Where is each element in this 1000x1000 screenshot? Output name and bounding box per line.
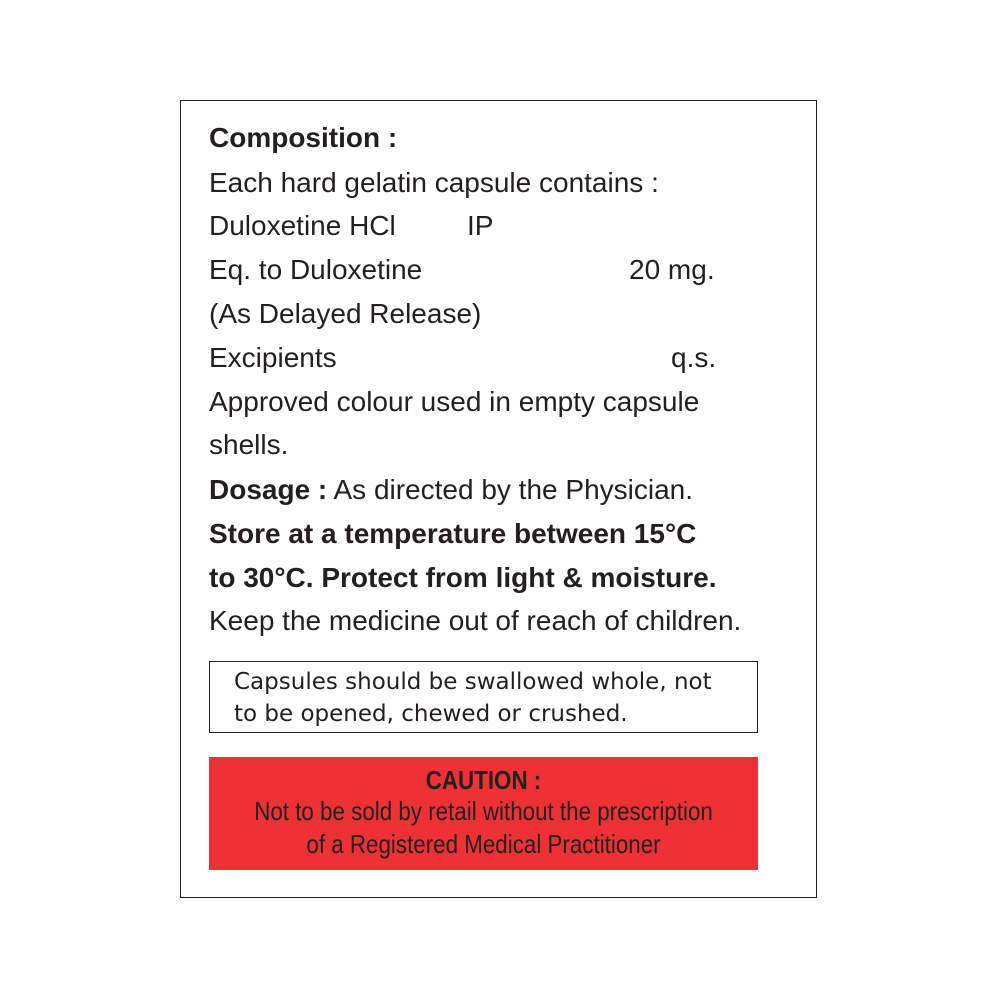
medicine-label-panel (180, 100, 817, 898)
dosage-label: Dosage : (209, 474, 328, 505)
storage-line1: Store at a temperature between 15°C (209, 518, 697, 549)
dosage-row (209, 473, 693, 507)
excipients-row (209, 341, 717, 375)
release-type: (As Delayed Release) (209, 298, 482, 329)
swallow-notice-box (209, 661, 758, 733)
children-warning: Keep the medicine out of reach of children. (209, 605, 742, 636)
colour-note-line1: Approved colour used in empty capsule (209, 386, 700, 417)
ingredient-name: Duloxetine HCl (209, 210, 396, 241)
excipients-label: Excipients (209, 342, 337, 373)
composition-heading: Composition : (209, 122, 398, 153)
equivalent-label: Eq. to Duloxetine (209, 254, 423, 285)
dosage-text: As directed by the Physician. (333, 474, 693, 505)
equivalent-row (209, 253, 715, 287)
notice-line2: to be opened, chewed or crushed. (234, 701, 628, 727)
caution-line2: of a Registered Medical Practitioner (306, 829, 661, 859)
caution-box (209, 757, 758, 870)
caution-line1: Not to be sold by retail without the prescription (254, 796, 713, 826)
ingredient-row (209, 209, 494, 243)
equivalent-amount: 20 mg. (629, 254, 715, 285)
excipients-amount: q.s. (671, 342, 717, 373)
colour-note-line2: shells. (209, 429, 289, 460)
notice-line1: Capsules should be swallowed whole, not (234, 669, 712, 695)
caution-title: CAUTION : (425, 765, 542, 795)
composition-intro: Each hard gelatin capsule contains : (209, 167, 659, 198)
storage-line2: to 30°C. Protect from light & moisture. (209, 562, 717, 593)
ingredient-standard: IP (467, 210, 494, 241)
